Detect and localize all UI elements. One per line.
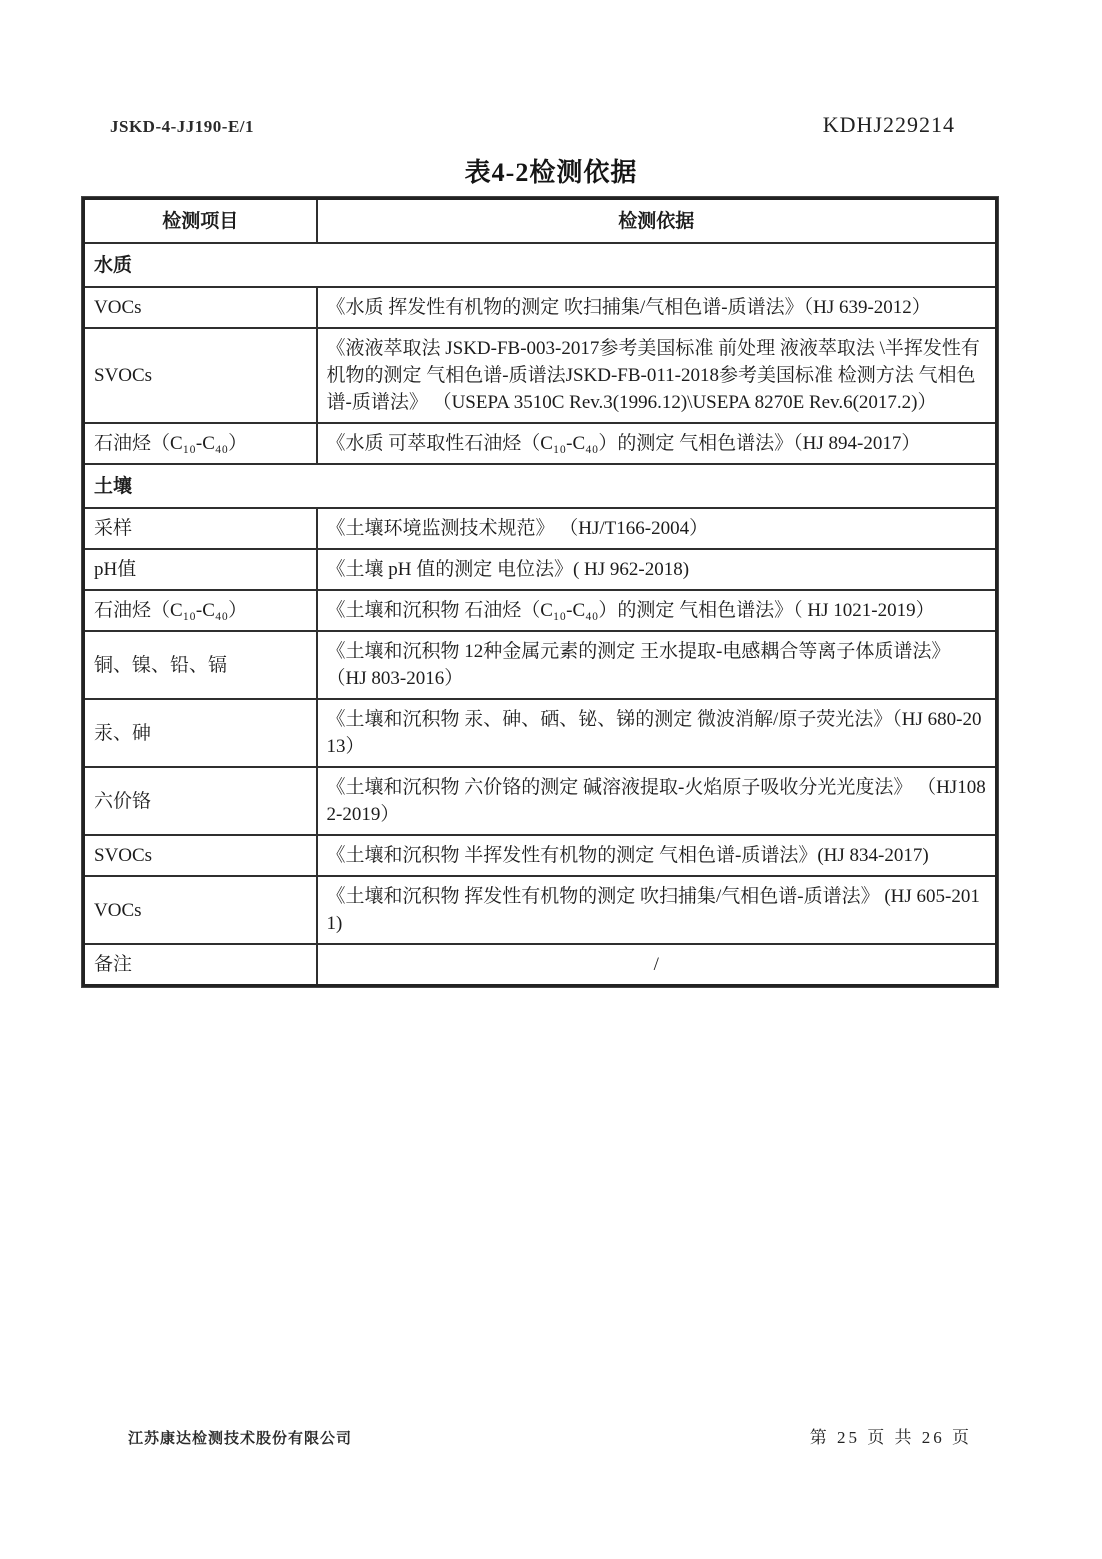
- table-row: [84, 287, 997, 328]
- item-cell: 铜、镍、铅、镉: [84, 631, 317, 699]
- table-row: [84, 423, 997, 464]
- item-cell: 采样: [84, 508, 317, 549]
- basis-cell: 《土壤和沉积物 挥发性有机物的测定 吹扫捕集/气相色谱-质谱法》 (HJ 605-2011): [317, 876, 997, 944]
- report-number: KDHJ229214: [822, 112, 955, 137]
- table-row: [84, 590, 997, 631]
- basis-cell: 《土壤和沉积物 12种金属元素的测定 王水提取-电感耦合等离子体质谱法》 （HJ 803-2016）: [317, 631, 997, 699]
- basis-cell: 《土壤环境监测技术规范》 （HJ/T166-2004）: [317, 508, 997, 549]
- basis-cell: 《土壤和沉积物 半挥发性有机物的测定 气相色谱-质谱法》(HJ 834-2017): [317, 835, 997, 876]
- basis-cell: 《土壤 pH 值的测定 电位法》( HJ 962-2018): [317, 549, 997, 590]
- item-cell: 石油烃（C₁₀-C₄₀）: [84, 423, 317, 464]
- item-cell: pH值: [84, 549, 317, 590]
- document-code: JSKD-4-JJ190-E/1: [110, 117, 254, 136]
- remark-label-cell: 备注: [84, 944, 317, 986]
- document-header: [110, 112, 955, 138]
- section-label-soil: 土壤: [84, 464, 997, 508]
- table-row: [84, 631, 997, 699]
- remark-value-cell: /: [317, 944, 997, 986]
- basis-cell: 《土壤和沉积物 六价铬的测定 碱溶液提取-火焰原子吸收分光光度法》 （HJ1082-2019）: [317, 767, 997, 835]
- column-header-item: 检测项目: [84, 199, 317, 244]
- item-cell: SVOCs: [84, 835, 317, 876]
- item-cell: VOCs: [84, 287, 317, 328]
- section-row-soil: [84, 464, 997, 508]
- basis-cell: 《液液萃取法 JSKD-FB-003-2017参考美国标准 前处理 液液萃取法 \半挥发性有机物的测定 气相色谱-质谱法JSKD-FB-011-2018参考美国标准 检测方法 气相色谱-质谱法》 （USEPA 3510C Rev.3(1996.12)\USEPA 8270E Rev.6(2017.2)）: [317, 328, 997, 423]
- section-label-water: 水质: [84, 243, 997, 287]
- table-title: 表4-2检测依据: [464, 158, 638, 187]
- item-cell: 六价铬: [84, 767, 317, 835]
- section-row-water: [84, 243, 997, 287]
- table-row: [84, 835, 997, 876]
- item-cell: VOCs: [84, 876, 317, 944]
- basis-cell: 《水质 挥发性有机物的测定 吹扫捕集/气相色谱-质谱法》（HJ 639-2012）: [317, 287, 997, 328]
- basis-cell: 《土壤和沉积物 汞、砷、硒、铋、锑的测定 微波消解/原子荧光法》（HJ 680-2013）: [317, 699, 997, 767]
- company-name: 江苏康达检测技术股份有限公司: [128, 1431, 353, 1447]
- table-row: [84, 549, 997, 590]
- table-row: [84, 508, 997, 549]
- test-basis-table: [82, 197, 998, 987]
- item-cell: 石油烃（C₁₀-C₄₀）: [84, 590, 317, 631]
- item-cell: 汞、砷: [84, 699, 317, 767]
- table-row-remark: [84, 944, 997, 986]
- table-header-row: [84, 199, 997, 244]
- table-row: [84, 876, 997, 944]
- basis-cell: 《水质 可萃取性石油烃（C₁₀-C₄₀）的测定 气相色谱法》（HJ 894-2017）: [317, 423, 997, 464]
- page-number: 第 25 页 共 26 页: [809, 1428, 972, 1447]
- table-row: [84, 328, 997, 423]
- document-footer: [128, 1423, 972, 1448]
- basis-cell: 《土壤和沉积物 石油烃（C₁₀-C₄₀）的测定 气相色谱法》（ HJ 1021-2019）: [317, 590, 997, 631]
- table-row: [84, 767, 997, 835]
- item-cell: SVOCs: [84, 328, 317, 423]
- column-header-basis: 检测依据: [317, 199, 997, 244]
- table-row: [84, 699, 997, 767]
